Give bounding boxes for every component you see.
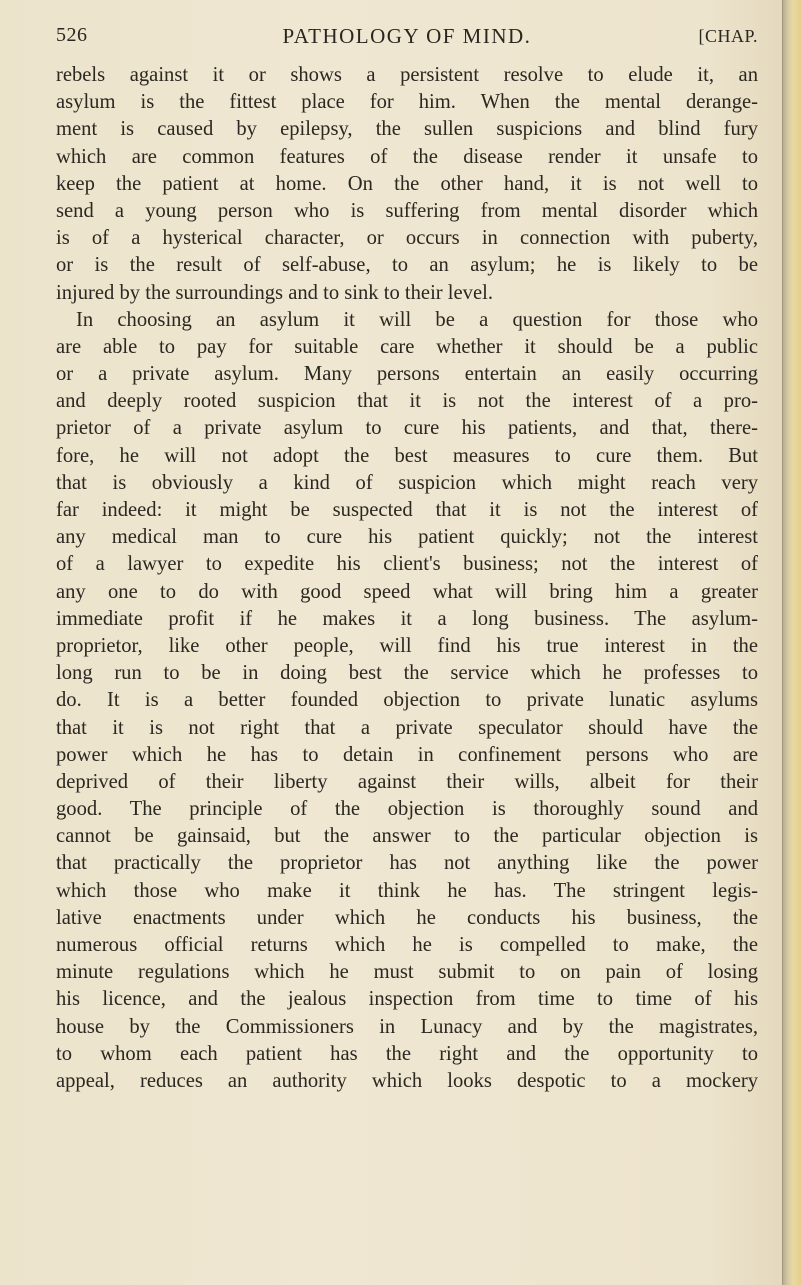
text-line: asylum is the fittest place for him. When the mental derange- — [56, 91, 758, 114]
text-line: to whom each patient has the right and the opportunity to — [56, 1042, 758, 1065]
text-line: prietor of a private asylum to cure his patients, and that, there- — [56, 417, 758, 440]
text-line: fore, he will not adopt the best measures to cure them. But — [56, 444, 758, 467]
text-line: that practically the proprietor has not anything like the power — [56, 852, 758, 875]
text-line: lative enactments under which he conducts his business, the — [56, 906, 758, 929]
text-line: In choosing an asylum it will be a question for those who — [76, 308, 758, 331]
text-line: numerous official returns which he is compelled to make, the — [56, 934, 758, 956]
page-number: 526 — [56, 24, 88, 46]
text-line: keep the patient at home. On the other hand, it is not well to — [56, 172, 758, 195]
text-line: which those who make it think he has. The stringent legis- — [56, 879, 758, 902]
text-line: which are common features of the disease render it unsafe to — [56, 145, 758, 168]
text-line: or is the result of self-abuse, to an asylum; he is likely to be — [56, 254, 758, 277]
text-line: any one to do with good speed what will bring him a greater — [56, 580, 758, 603]
text-line: of a lawyer to expedite his client's business; not the interest of — [56, 553, 758, 576]
text-line: injured by the surroundings and to sink to their level. — [56, 281, 493, 304]
text-line: appeal, reduces an authority which looks despotic to a mockery — [56, 1069, 758, 1092]
text-line: house by the Commissioners in Lunacy and by the magistrates, — [56, 1015, 758, 1038]
text-line: and deeply rooted suspicion that it is not the interest of a pro- — [56, 390, 758, 413]
text-line: rebels against it or shows a persistent resolve to elude it, an — [56, 64, 758, 86]
text-line: power which he has to detain in confinement persons who are — [56, 743, 758, 766]
text-line: any medical man to cure his patient quickly; not the interest — [56, 526, 758, 549]
text-line: ment is caused by epilepsy, the sullen suspicions and blind fury — [56, 118, 758, 141]
text-line: cannot be gainsaid, but the answer to the particular objection is — [56, 825, 758, 848]
text-line: is of a hysterical character, or occurs in connection with puberty, — [56, 227, 758, 250]
text-line: good. The principle of the objection is thoroughly sound and — [56, 798, 758, 821]
text-line: are able to pay for suitable care whether it should be a public — [56, 335, 758, 358]
text-line: his licence, and the jealous inspection from time to time of his — [56, 988, 758, 1011]
text-line: or a private asylum. Many persons entertain an easily occurring — [56, 363, 758, 386]
running-head-title: PATHOLOGY OF MIND. — [282, 24, 532, 48]
text-line: that is obviously a kind of suspicion which might reach very — [56, 471, 758, 494]
text-line: send a young person who is suffering from mental disorder which — [56, 199, 758, 222]
text-line: deprived of their liberty against their wills, albeit for their — [56, 770, 758, 793]
chapter-mark: [CHAP. — [698, 26, 758, 46]
text-line: minute regulations which he must submit to on pain of losing — [56, 961, 758, 984]
text-line: far indeed: it might be suspected that it is not the interest of — [56, 499, 758, 521]
running-head — [56, 24, 758, 54]
body-text — [56, 62, 758, 1095]
adjacent-page-edge — [783, 0, 801, 1285]
text-line: long run to be in doing best the service which he professes to — [56, 662, 758, 685]
text-line: do. It is a better founded objection to private lunatic asylums — [56, 689, 758, 712]
text-line: immediate profit if he makes it a long business. The asylum- — [56, 607, 758, 630]
text-line: proprietor, like other people, will find his true interest in the — [56, 634, 758, 657]
text-line: that it is not right that a private speculator should have the — [56, 716, 758, 739]
